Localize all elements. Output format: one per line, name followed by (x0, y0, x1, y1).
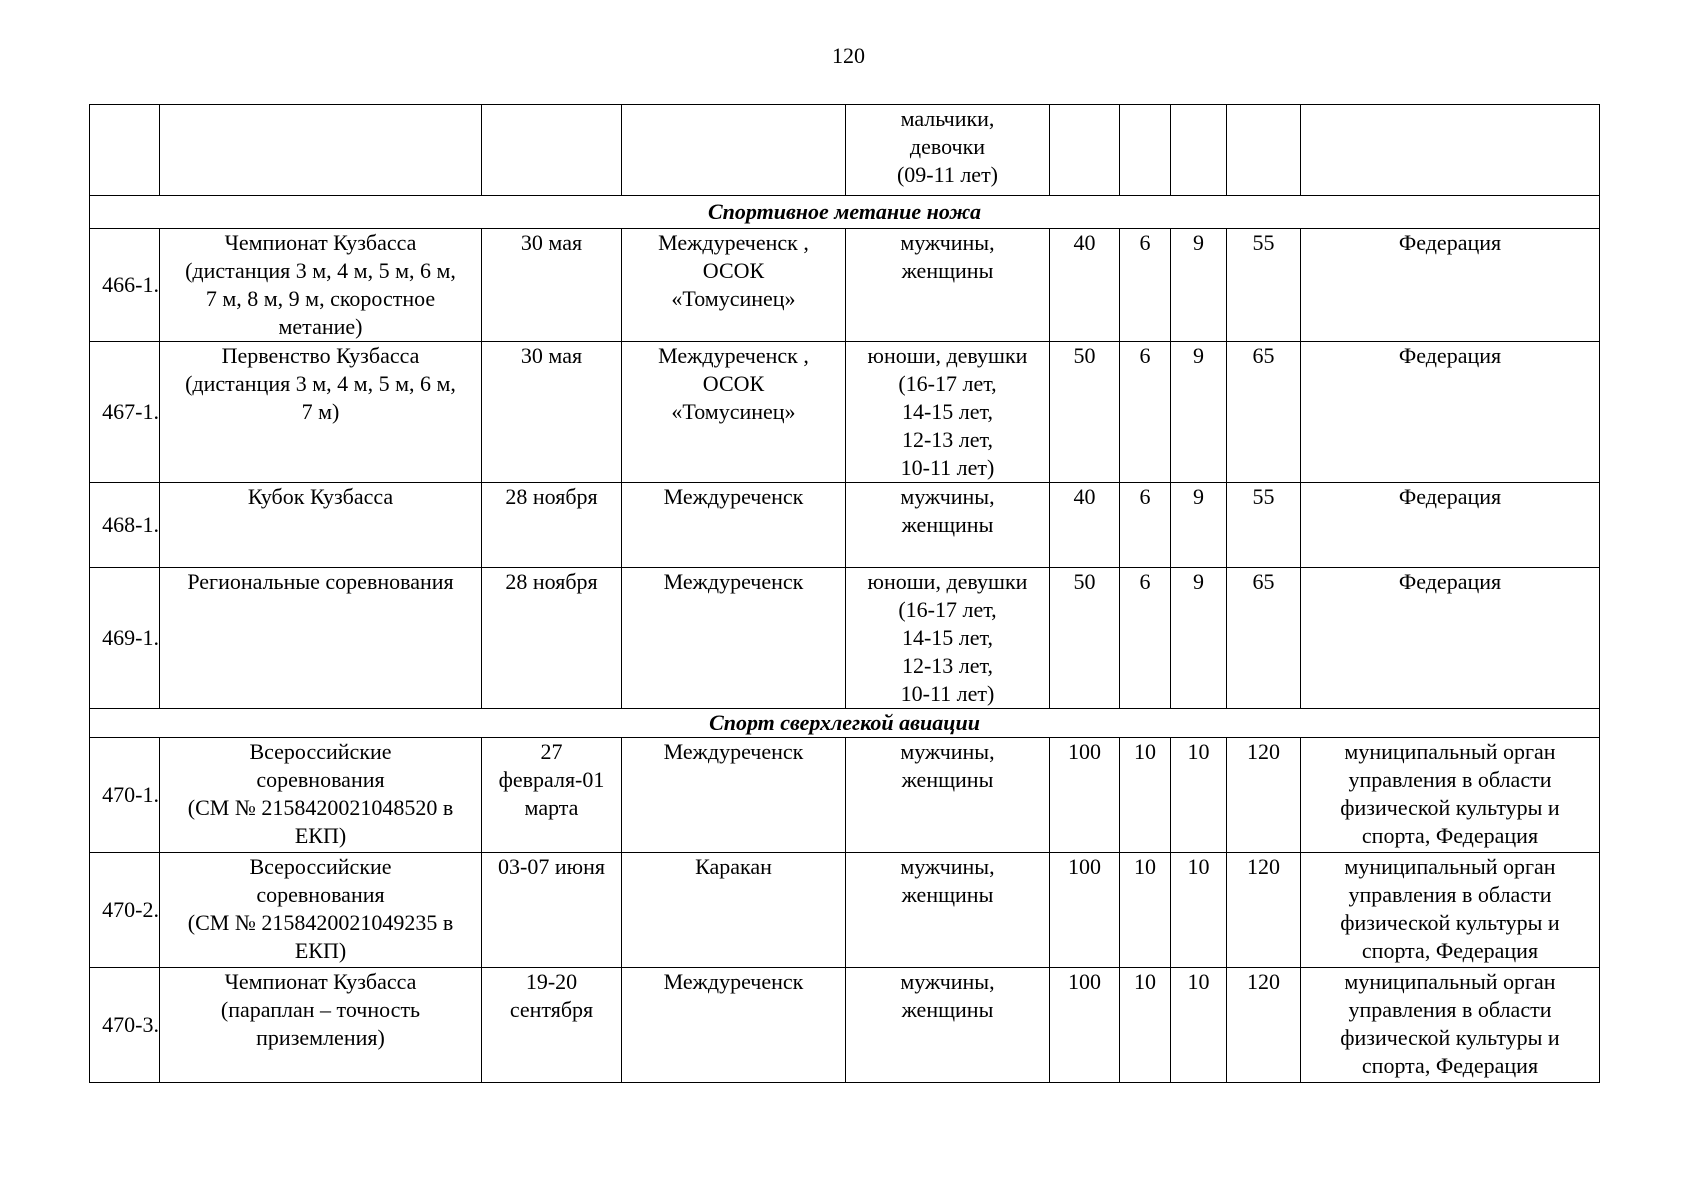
cell-place: Междуреченск , ОСОК «Томусинец» (622, 229, 846, 342)
cell-place: Междуреченск (622, 968, 846, 1083)
cell-organizer: муниципальный орган управления в области физической культуры и спорта, Федерация (1301, 738, 1600, 853)
cell-count-1: 100 (1050, 853, 1120, 968)
events-table (89, 104, 1600, 1083)
cell-count-1: 100 (1050, 968, 1120, 1083)
cell-num: 468-1. (90, 483, 160, 568)
cell-organizer: Федерация (1301, 342, 1600, 483)
cell-name: Кубок Кузбасса (160, 483, 482, 568)
cell-name: Первенство Кузбасса (дистанция 3 м, 4 м, 5 м, 6 м, 7 м) (160, 342, 482, 483)
section-title: Спортивное метание ножа (90, 196, 1600, 229)
cell-count-2: 6 (1120, 568, 1171, 709)
cell-place: Междуреченск (622, 738, 846, 853)
cell-participants: мужчины, женщины (846, 229, 1050, 342)
cell-name: Всероссийские соревнования (СМ № 2158420021048520 в ЕКП) (160, 738, 482, 853)
cell-count-2: 10 (1120, 853, 1171, 968)
cell-participants: мужчины, женщины (846, 483, 1050, 568)
section-title: Спорт сверхлегкой авиации (90, 709, 1600, 738)
cell-count-total: 120 (1227, 968, 1301, 1083)
cell-num: 470-2. (90, 853, 160, 968)
cell-organizer: Федерация (1301, 568, 1600, 709)
cell-count-3: 9 (1171, 342, 1227, 483)
table-row (90, 483, 1600, 568)
cell-participants: мужчины, женщины (846, 968, 1050, 1083)
cell-count-total: 120 (1227, 738, 1301, 853)
cell-date: 30 мая (482, 229, 622, 342)
cell-count-total: 55 (1227, 483, 1301, 568)
cell-count-1: 40 (1050, 229, 1120, 342)
cell-count-2 (1120, 105, 1171, 196)
cell-count-1: 40 (1050, 483, 1120, 568)
cell-organizer (1301, 105, 1600, 196)
cell-count-2: 10 (1120, 738, 1171, 853)
cell-place: Междуреченск , ОСОК «Томусинец» (622, 342, 846, 483)
cell-count-2: 6 (1120, 229, 1171, 342)
cell-count-total (1227, 105, 1301, 196)
cell-date: 19-20 сентября (482, 968, 622, 1083)
cell-date: 28 ноября (482, 568, 622, 709)
cell-count-2: 10 (1120, 968, 1171, 1083)
cell-num: 466-1. (90, 229, 160, 342)
cell-count-total: 65 (1227, 342, 1301, 483)
continuation-row (90, 105, 1600, 196)
cell-count-3: 10 (1171, 738, 1227, 853)
table-row (90, 853, 1600, 968)
cell-date: 30 мая (482, 342, 622, 483)
cell-num: 467-1. (90, 342, 160, 483)
cell-count-total: 65 (1227, 568, 1301, 709)
cell-count-1: 50 (1050, 568, 1120, 709)
table-row (90, 342, 1600, 483)
cell-count-1: 100 (1050, 738, 1120, 853)
section-header (90, 709, 1600, 738)
cell-count-3: 9 (1171, 568, 1227, 709)
cell-participants: юноши, девушки (16-17 лет, 14-15 лет, 12-13 лет, 10-11 лет) (846, 342, 1050, 483)
cell-count-3: 9 (1171, 229, 1227, 342)
cell-count-1: 50 (1050, 342, 1120, 483)
section-header (90, 196, 1600, 229)
page-number: 120 (832, 43, 865, 68)
cell-num: 469-1. (90, 568, 160, 709)
cell-name: Региональные соревнования (160, 568, 482, 709)
cell-name: Чемпионат Кузбасса (параплан – точность приземления) (160, 968, 482, 1083)
cell-organizer: муниципальный орган управления в области физической культуры и спорта, Федерация (1301, 968, 1600, 1083)
cell-place (622, 105, 846, 196)
cell-count-2: 6 (1120, 483, 1171, 568)
cell-count-total: 120 (1227, 853, 1301, 968)
cell-num: 470-1. (90, 738, 160, 853)
cell-organizer: Федерация (1301, 229, 1600, 342)
cell-date: 03-07 июня (482, 853, 622, 968)
table-row (90, 968, 1600, 1083)
cell-count-3: 10 (1171, 968, 1227, 1083)
cell-name (160, 105, 482, 196)
cell-count-3: 10 (1171, 853, 1227, 968)
cell-place: Междуреченск (622, 568, 846, 709)
cell-place: Каракан (622, 853, 846, 968)
cell-date: 27 февраля-01 марта (482, 738, 622, 853)
cell-name: Всероссийские соревнования (СМ № 2158420021049235 в ЕКП) (160, 853, 482, 968)
cell-participants: мужчины, женщины (846, 853, 1050, 968)
cell-date: 28 ноября (482, 483, 622, 568)
cell-count-total: 55 (1227, 229, 1301, 342)
cell-count-3: 9 (1171, 483, 1227, 568)
cell-date (482, 105, 622, 196)
cell-num: 470-3. (90, 968, 160, 1083)
cell-num (90, 105, 160, 196)
cell-organizer: муниципальный орган управления в области физической культуры и спорта, Федерация (1301, 853, 1600, 968)
cell-count-3 (1171, 105, 1227, 196)
cell-count-1 (1050, 105, 1120, 196)
table-row (90, 568, 1600, 709)
table-row (90, 229, 1600, 342)
cell-participants: мужчины, женщины (846, 738, 1050, 853)
cell-organizer: Федерация (1301, 483, 1600, 568)
cell-count-2: 6 (1120, 342, 1171, 483)
cell-participants: юноши, девушки (16-17 лет, 14-15 лет, 12-13 лет, 10-11 лет) (846, 568, 1050, 709)
cell-participants: мальчики, девочки (09-11 лет) (846, 105, 1050, 196)
table-row (90, 738, 1600, 853)
cell-name: Чемпионат Кузбасса (дистанция 3 м, 4 м, 5 м, 6 м, 7 м, 8 м, 9 м, скоростное метание) (160, 229, 482, 342)
cell-place: Междуреченск (622, 483, 846, 568)
